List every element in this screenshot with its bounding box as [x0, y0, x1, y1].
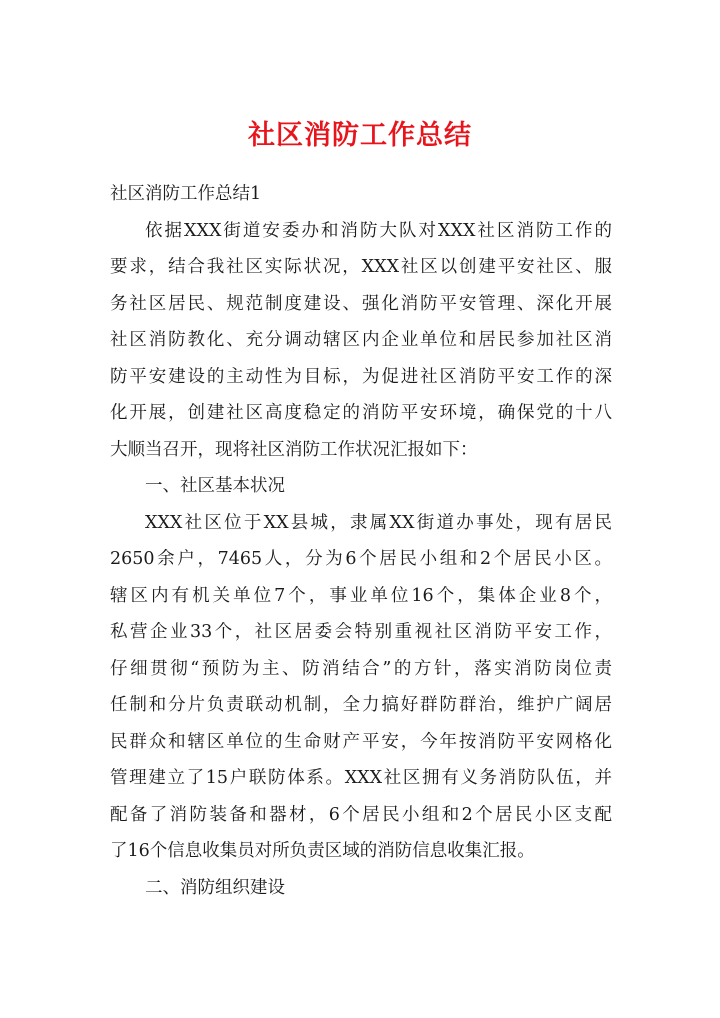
- paragraph-line: 2650余户，7465人，分为6个居民小组和2个居民小区。: [110, 549, 612, 569]
- paragraph-line: 社区消防教化、充分调动辖区内企业单位和居民参加社区消: [110, 330, 612, 350]
- paragraph-line: 了16个信息收集员对所负责区域的消防信息收集汇报。: [110, 841, 535, 861]
- paragraph-line: 私营企业33个，社区居委会特别重视社区消防平安工作，: [110, 622, 612, 642]
- paragraph-basic-status: [110, 505, 612, 870]
- document-body: [110, 176, 612, 906]
- paragraph-line: 仔细贯彻“预防为主、防消结合”的方针，落实消防岗位责: [110, 658, 612, 679]
- paragraph-line: 民群众和辖区单位的生命财产平安，今年按消防平安网格化: [110, 731, 612, 752]
- paragraph-line: 务社区居民、规范制度建设、强化消防平安管理、深化开展: [110, 293, 612, 314]
- paragraph-line: 化开展，创建社区高度稳定的消防平安环境，确保党的十八: [110, 403, 612, 423]
- paragraph-line: 大顺当召开，现将社区消防工作状况汇报如下：: [110, 439, 478, 460]
- document-title: 社区消防工作总结: [248, 120, 472, 151]
- paragraph-line: 配备了消防装备和器材，6个居民小组和2个居民小区支配: [110, 804, 612, 825]
- paragraph-intro: [110, 213, 612, 469]
- paragraph-line: 任制和分片负责联动机制，全力搞好群防群治，维护广阔居: [110, 695, 612, 715]
- paragraph-line: 要求，结合我社区实际状况，XXX社区以创建平安社区、服: [110, 257, 612, 277]
- paragraph-line: 防平安建设的主动性为目标，为促进社区消防平安工作的深: [110, 366, 612, 387]
- section-heading-fire-organization: 二、消防组织建设: [145, 877, 285, 898]
- paragraph-line: 管理建立了15户联防体系。XXX社区拥有义务消防队伍，并: [110, 768, 612, 788]
- section-heading-basic-status: 一、社区基本状况: [145, 476, 285, 496]
- document-subtitle: 社区消防工作总结1: [110, 184, 262, 204]
- paragraph-line: XXX社区位于XX县城，隶属XX街道办事处，现有居民: [145, 512, 612, 533]
- paragraph-line: 辖区内有机关单位7个，事业单位16个，集体企业8个，: [110, 585, 612, 606]
- paragraph-line: 依据XXX街道安委办和消防大队对XXX社区消防工作的: [145, 220, 612, 241]
